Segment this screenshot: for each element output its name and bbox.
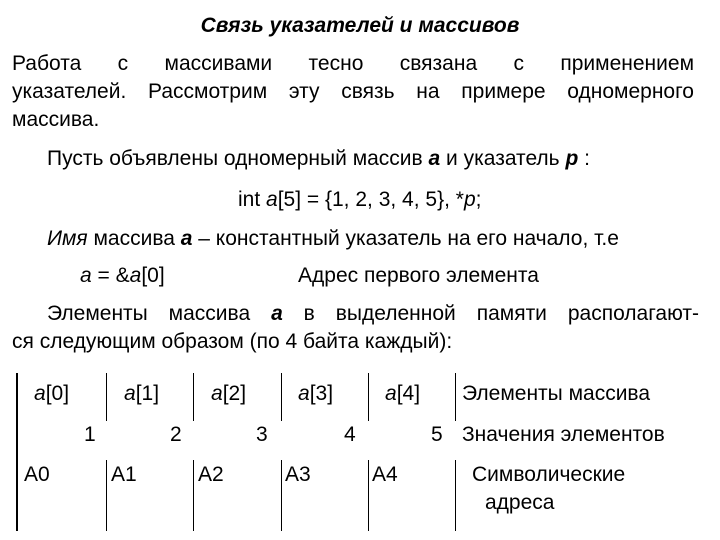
declaration-suffix: : — [578, 147, 590, 170]
equality-expression — [80, 262, 165, 290]
layout-line-1 — [47, 300, 699, 328]
table-divider-3 — [281, 373, 282, 421]
table-divider-10 — [455, 460, 456, 531]
address-cell: A3 — [285, 463, 311, 486]
element-cell: a[4] — [385, 382, 421, 405]
layout-line-2: ся следующим образом (по 4 байта каждый): — [12, 330, 453, 353]
address-cell: A0 — [24, 463, 50, 486]
declaration-middle: и указатель — [440, 147, 566, 170]
intro-line-1: Работа с массивами тесно связана с применением — [12, 52, 694, 75]
table-left-border — [16, 373, 18, 531]
values-row-label: Значения элементов — [462, 423, 665, 446]
table-divider-4 — [368, 373, 369, 421]
table-divider-9 — [368, 460, 369, 531]
element-cell: a[2] — [211, 382, 247, 405]
value-cell: 2 — [170, 423, 182, 446]
elements-row-label: Элементы массива — [462, 382, 651, 405]
element-cell: a[3] — [298, 382, 334, 405]
layout-array-var: a — [271, 302, 283, 325]
equality-rhs-var: a — [129, 264, 142, 287]
table-divider-1 — [106, 373, 107, 421]
name-lead: Имя — [47, 227, 88, 250]
intro-line-2: указателей. Рассмотрим эту связь на примере одномерного — [12, 80, 694, 103]
equality-rhs-index: [0] — [141, 264, 165, 287]
address-cell: A1 — [111, 463, 137, 486]
table-divider-6 — [106, 460, 107, 531]
value-cell: 1 — [84, 423, 96, 446]
equality-lhs: a — [80, 264, 92, 287]
code-type: int — [238, 188, 267, 211]
name-array-var: a — [180, 227, 193, 250]
code-array-var: a — [266, 188, 278, 211]
addresses-row-label-1: Символические — [472, 463, 626, 486]
table-divider-5 — [455, 373, 456, 421]
name-mid: массива — [87, 227, 181, 250]
code-semicolon: ; — [475, 188, 482, 211]
code-initializer: [5] = {1, 2, 3, 4, 5}, * — [277, 188, 464, 211]
array-name: a — [428, 147, 441, 170]
address-cell: A4 — [372, 463, 398, 486]
code-declaration — [238, 186, 481, 214]
layout-text-1: Элементы массива — [47, 302, 272, 325]
code-pointer-var: p — [463, 188, 476, 211]
equality-comment: Адрес первого элемента — [298, 264, 539, 287]
value-cell: 4 — [344, 423, 356, 446]
table-divider-2 — [193, 373, 194, 421]
element-cell: a[1] — [124, 382, 160, 405]
intro-line-3: массива. — [12, 108, 100, 131]
slide-title: Связь указателей и массивов — [200, 14, 520, 37]
value-cell: 3 — [256, 423, 268, 446]
declaration-sentence — [47, 145, 590, 173]
array-name-sentence — [47, 225, 619, 253]
value-cell: 5 — [431, 423, 443, 446]
layout-text-2: в выделенной памяти располагают- — [282, 302, 699, 325]
declaration-prefix: Пусть объявлены одномерный массив — [47, 147, 429, 170]
pointer-name: p — [565, 147, 579, 170]
table-divider-8 — [281, 460, 282, 531]
addresses-row-label-2: адреса — [485, 491, 555, 514]
name-rest: – константный указатель на его начало, т.е — [192, 227, 619, 250]
equality-op: = & — [91, 264, 130, 287]
element-cell: a[0] — [34, 382, 70, 405]
table-divider-7 — [193, 460, 194, 531]
address-cell: A2 — [198, 463, 224, 486]
